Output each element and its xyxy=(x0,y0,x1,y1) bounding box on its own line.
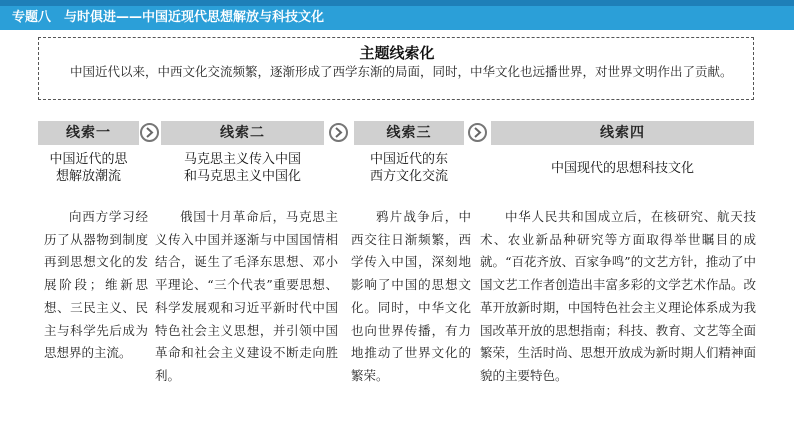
clue-4-label: 线索四 xyxy=(491,121,754,145)
clue-3-body: 鸦片战争后，中西交往日渐频繁，西学传入中国，深刻地影响了中国的思想文化。同时，中华文化也向世界传播，有力地推动了世界文化的繁荣。 xyxy=(351,209,471,383)
clue-1-subtitle: 中国近代的思 想解放潮流 xyxy=(49,152,128,184)
theme-box xyxy=(38,37,754,100)
theme-title: 主题线索化 xyxy=(359,44,435,62)
arrow-right-icon xyxy=(468,123,487,142)
theme-body: 中国近代以来，中西文化交流频繁，逐渐形成了西学东渐的局面，同时，中华文化也远播世界，对世界文明作出了贡献。 xyxy=(70,64,733,79)
clue-2-label: 线索二 xyxy=(161,121,324,145)
clue-2-body: 俄国十月革命后，马克思主义传入中国并逐渐与中国国情相结合，诞生了毛泽东思想、邓小平理论、“三个代表”重要思想、科学发展观和习近平新时代中国特色社会主义思想，并引领中国革命和社会主义建设不断走向胜利。 xyxy=(155,209,338,383)
page-title: 专题八 与时俱进——中国近现代思想解放与科技文化 xyxy=(12,10,325,25)
arrow-right-icon xyxy=(329,123,348,142)
clue-1-label: 线索一 xyxy=(38,121,139,145)
clue-4-subtitle: 中国现代的思想科技文化 xyxy=(550,161,694,176)
header-stripe xyxy=(0,0,794,6)
header-bar xyxy=(0,0,794,30)
clue-3-subtitle: 中国近代的东 西方文化交流 xyxy=(369,152,448,184)
clue-1-body: 向西方学习经历了从器物到制度再到思想文化的发展阶段；维新思想、三民主义、民主与科学先后成为思想界的主流。 xyxy=(44,209,148,361)
arrow-right-icon xyxy=(140,123,159,142)
clue-2-subtitle: 马克思主义传入中国 和马克思主义中国化 xyxy=(183,152,301,184)
clue-3-label: 线索三 xyxy=(354,121,464,145)
clue-4-body: 中华人民共和国成立后，在核研究、航天技术、农业新品种研究等方面取得举世瞩目的成就。“百花齐放、百家争鸣”的文艺方针，推动了中国文艺工作者创造出丰富多彩的文学艺术作品。改革开放新时期，中国特色社会主义理论体系成为我国改革开放的思想指南；科技、教育、文艺等全面繁荣，生活时尚、思想开放成为新时期人们精神面貌的主要特色。 xyxy=(480,209,756,383)
